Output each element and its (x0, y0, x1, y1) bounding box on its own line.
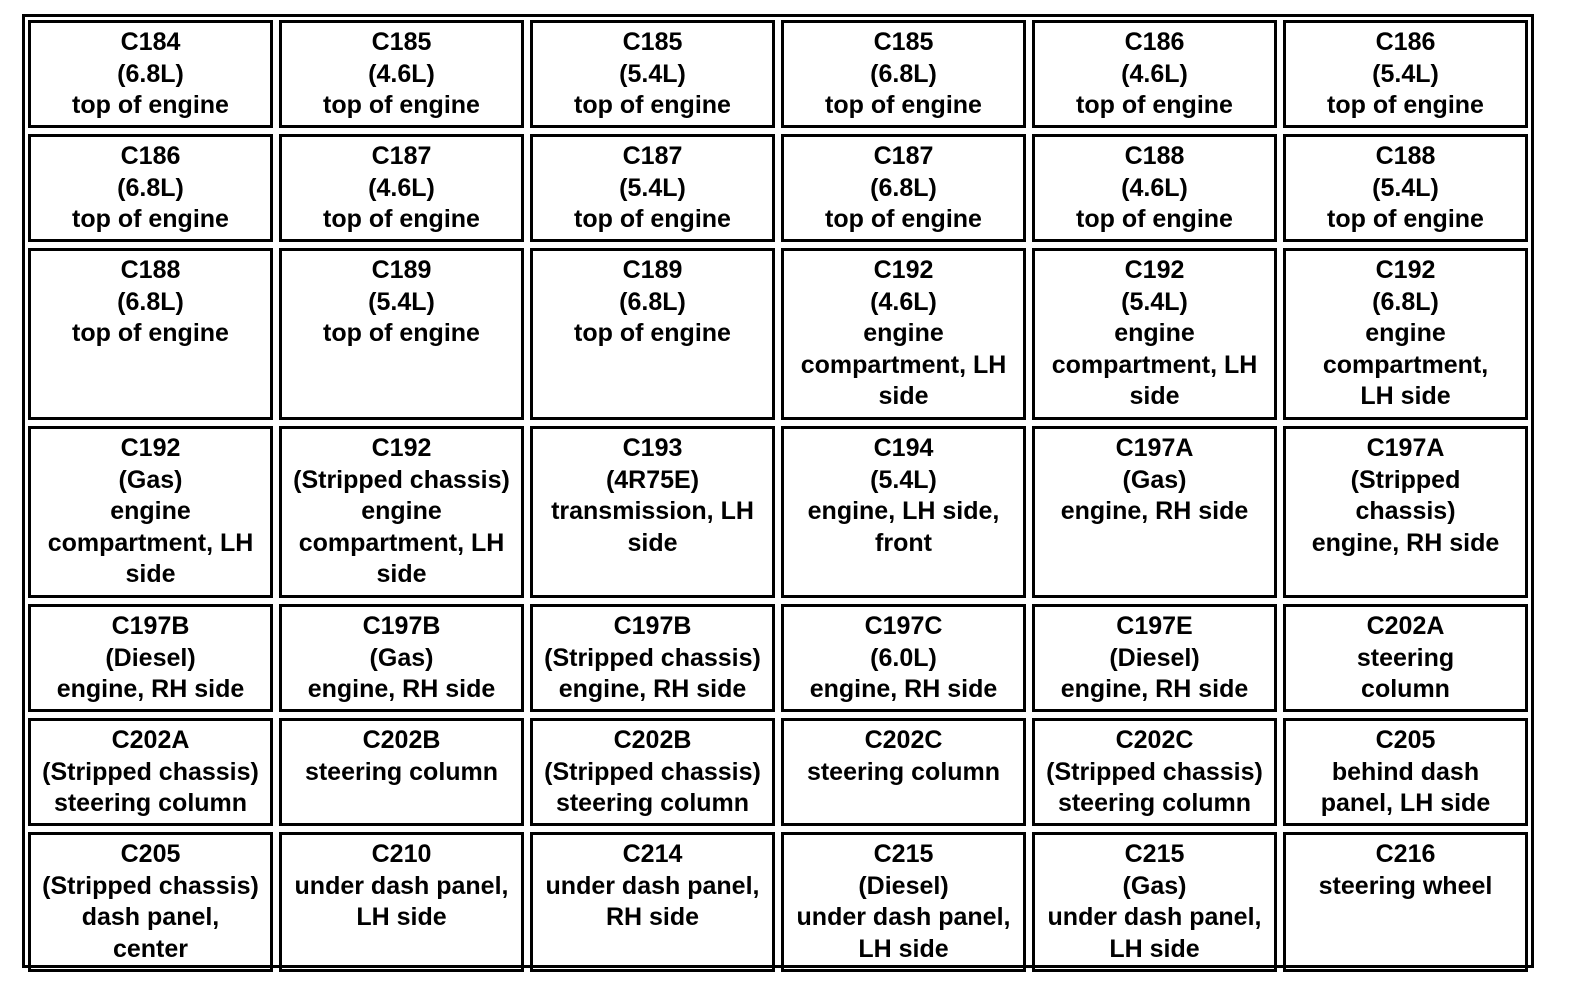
connector-location-text: engine (110, 497, 191, 525)
connector-location-text: engine (361, 497, 442, 525)
connector-cell (1032, 20, 1277, 128)
connector-location-text: top of engine (323, 319, 480, 347)
connector-location-text: (Stripped chassis) (1046, 757, 1263, 786)
connector-cell (1032, 248, 1277, 420)
connector-location-text: chassis) (1355, 497, 1456, 525)
connector-location-text: top of engine (574, 205, 731, 233)
connector-location-text: (6.8L) (117, 287, 184, 316)
connector-id: C210 (371, 840, 432, 868)
connector-id: C202A (111, 726, 190, 754)
connector-location-text: engine, RH side (307, 675, 496, 703)
connector-cell (530, 248, 775, 420)
connector-location-text: top of engine (825, 91, 982, 119)
connector-location-text: steering column (806, 757, 1001, 786)
connector-id: C202C (1115, 726, 1194, 754)
connector-cell (28, 604, 273, 712)
connector-location-text: (4.6L) (870, 287, 937, 316)
connector-location-text: top of engine (72, 205, 229, 233)
connector-location-text: (Gas) (369, 643, 434, 672)
connector-id: C197A (1366, 434, 1445, 462)
connector-location-text: RH side (605, 903, 700, 931)
connector-id: C185 (371, 28, 432, 56)
connector-cell (1283, 20, 1528, 128)
connector-location-text: (4.6L) (368, 173, 435, 202)
connector-cell (781, 426, 1026, 598)
connector-location-text: steering wheel (1318, 871, 1493, 900)
connector-grid (28, 20, 1528, 962)
connector-cell (781, 20, 1026, 128)
connector-id: C193 (622, 434, 683, 462)
connector-id: C192 (1375, 256, 1436, 284)
connector-location-text: compartment, LH (800, 350, 1007, 379)
connector-location-text: top of engine (72, 319, 229, 347)
connector-id: C188 (1124, 142, 1185, 170)
connector-cell (279, 604, 524, 712)
connector-location-text: (5.4L) (619, 59, 686, 88)
connector-cell (279, 248, 524, 420)
connector-location-text: (Diesel) (858, 871, 949, 900)
connector-id: C202C (864, 726, 943, 754)
connector-cell (781, 134, 1026, 242)
connector-id: C197C (864, 612, 943, 640)
connector-location-text: (Stripped chassis) (544, 757, 761, 786)
connector-location-text: steering column (1057, 789, 1252, 817)
connector-location-text: side (376, 560, 427, 588)
connector-cell (781, 832, 1026, 972)
connector-cell (1032, 832, 1277, 972)
connector-location-text: (Stripped chassis) (293, 465, 510, 494)
connector-location-text: top of engine (574, 319, 731, 347)
connector-location-text: side (627, 528, 678, 557)
connector-cell (279, 20, 524, 128)
connector-location-text: (Gas) (1122, 465, 1187, 494)
connector-id: C192 (873, 256, 934, 284)
connector-id: C192 (120, 434, 181, 462)
connector-location-text: (Stripped chassis) (544, 643, 761, 672)
connector-location-text: compartment, LH (1051, 350, 1258, 379)
connector-cell (1032, 426, 1277, 598)
connector-cell (1283, 426, 1528, 598)
connector-location-table (22, 14, 1534, 968)
connector-location-text: engine, RH side (56, 675, 245, 703)
connector-cell (279, 426, 524, 598)
connector-location-text: engine, RH side (558, 675, 747, 703)
connector-cell (28, 248, 273, 420)
connector-cell (28, 20, 273, 128)
connector-id: C197A (1115, 434, 1194, 462)
connector-location-text: top of engine (72, 91, 229, 119)
connector-id: C189 (371, 256, 432, 284)
connector-id: C187 (622, 142, 683, 170)
connector-id: C197E (1116, 612, 1193, 640)
connector-cell (28, 134, 273, 242)
connector-id: C187 (371, 142, 432, 170)
connector-id: C197B (613, 612, 692, 640)
connector-location-text: under dash panel, (1047, 903, 1262, 931)
connector-location-text: (4.6L) (1121, 59, 1188, 88)
connector-id: C216 (1375, 840, 1436, 868)
connector-location-text: compartment, (1322, 350, 1489, 379)
connector-location-text: (6.8L) (1372, 287, 1439, 316)
connector-id: C186 (1124, 28, 1185, 56)
connector-location-text: under dash panel, (796, 903, 1011, 931)
connector-id: C188 (120, 256, 181, 284)
connector-location-text: (Diesel) (1109, 643, 1200, 672)
connector-cell (1283, 604, 1528, 712)
connector-location-text: under dash panel, (545, 871, 760, 900)
connector-cell (781, 248, 1026, 420)
connector-cell (530, 832, 775, 972)
connector-location-text: engine, RH side (809, 675, 998, 703)
connector-location-text: transmission, LH (551, 497, 754, 525)
connector-location-text: compartment, LH (47, 528, 254, 557)
connector-cell (279, 134, 524, 242)
connector-id: C215 (1124, 840, 1185, 868)
connector-id: C192 (371, 434, 432, 462)
connector-location-text: column (1361, 675, 1450, 703)
connector-location-text: (5.4L) (1121, 287, 1188, 316)
connector-cell (530, 20, 775, 128)
connector-location-text: steering (1356, 643, 1455, 672)
connector-location-text: side (878, 382, 929, 410)
connector-location-text: (4.6L) (368, 59, 435, 88)
connector-location-text: (Gas) (118, 465, 183, 494)
connector-location-text: dash panel, (81, 903, 220, 931)
connector-location-text: under dash panel, (294, 871, 509, 900)
connector-cell (1032, 718, 1277, 826)
connector-cell (1283, 718, 1528, 826)
connector-id: C186 (120, 142, 181, 170)
connector-id: C202A (1366, 612, 1445, 640)
connector-cell (28, 718, 273, 826)
connector-cell (1032, 134, 1277, 242)
connector-location-text: behind dash (1331, 757, 1480, 786)
connector-location-text: compartment, LH (298, 528, 505, 557)
connector-cell (28, 832, 273, 972)
connector-location-text: (6.8L) (117, 173, 184, 202)
connector-location-text: (5.4L) (619, 173, 686, 202)
connector-location-text: (6.8L) (117, 59, 184, 88)
connector-cell (781, 718, 1026, 826)
connector-cell (279, 718, 524, 826)
connector-location-text: (5.4L) (1372, 173, 1439, 202)
connector-cell (1032, 604, 1277, 712)
connector-id: C188 (1375, 142, 1436, 170)
connector-cell (530, 426, 775, 598)
connector-location-text: top of engine (1327, 91, 1484, 119)
connector-location-text: top of engine (1327, 205, 1484, 233)
connector-location-text: steering column (555, 789, 750, 817)
connector-location-text: engine (863, 319, 944, 347)
connector-id: C215 (873, 840, 934, 868)
connector-cell (530, 134, 775, 242)
connector-location-text: (5.4L) (870, 465, 937, 494)
connector-location-text: (6.0L) (870, 643, 937, 672)
connector-location-text: (Stripped (1350, 465, 1461, 494)
connector-id: C185 (622, 28, 683, 56)
connector-id: C187 (873, 142, 934, 170)
connector-id: C202B (613, 726, 692, 754)
connector-location-text: (4R75E) (605, 465, 700, 494)
connector-id: C184 (120, 28, 181, 56)
connector-location-text: (5.4L) (368, 287, 435, 316)
connector-id: C189 (622, 256, 683, 284)
connector-id: C192 (1124, 256, 1185, 284)
connector-location-text: engine, RH side (1311, 528, 1500, 557)
connector-location-text: (Stripped chassis) (42, 871, 259, 900)
connector-cell (781, 604, 1026, 712)
connector-location-text: (4.6L) (1121, 173, 1188, 202)
connector-location-text: top of engine (323, 205, 480, 233)
connector-location-text: (Stripped chassis) (42, 757, 259, 786)
connector-location-text: top of engine (1076, 205, 1233, 233)
connector-location-text: engine (1114, 319, 1195, 347)
connector-location-text: (Diesel) (105, 643, 196, 672)
connector-location-text: side (125, 560, 176, 588)
connector-location-text: top of engine (574, 91, 731, 119)
connector-cell (1283, 134, 1528, 242)
connector-location-text: (6.8L) (870, 173, 937, 202)
connector-location-text: side (1129, 382, 1180, 410)
connector-id: C186 (1375, 28, 1436, 56)
connector-location-text: LH side (1360, 382, 1451, 410)
connector-id: C214 (622, 840, 683, 868)
connector-location-text: (6.8L) (619, 287, 686, 316)
connector-id: C197B (111, 612, 190, 640)
connector-id: C205 (120, 840, 181, 868)
connector-cell (530, 604, 775, 712)
connector-location-text: LH side (858, 934, 949, 963)
connector-id: C202B (362, 726, 441, 754)
connector-location-text: (Gas) (1122, 871, 1187, 900)
connector-location-text: front (875, 528, 932, 557)
connector-location-text: LH side (1109, 934, 1200, 963)
connector-location-text: engine (1365, 319, 1446, 347)
connector-location-text: panel, LH side (1320, 789, 1491, 817)
connector-location-text: engine, RH side (1060, 675, 1249, 703)
connector-location-text: steering column (53, 789, 248, 817)
connector-location-text: LH side (356, 903, 447, 931)
connector-cell (530, 718, 775, 826)
connector-location-text: top of engine (1076, 91, 1233, 119)
connector-id: C197B (362, 612, 441, 640)
connector-location-text: top of engine (323, 91, 480, 119)
connector-location-text: engine, LH side, (807, 497, 1000, 525)
connector-cell (28, 426, 273, 598)
connector-location-text: (5.4L) (1372, 59, 1439, 88)
connector-cell (279, 832, 524, 972)
connector-cell (1283, 248, 1528, 420)
connector-location-text: steering column (304, 757, 499, 786)
connector-location-text: engine, RH side (1060, 497, 1249, 525)
connector-cell (1283, 832, 1528, 972)
connector-location-text: (6.8L) (870, 59, 937, 88)
connector-id: C194 (873, 434, 934, 462)
connector-location-text: center (112, 934, 189, 963)
connector-id: C185 (873, 28, 934, 56)
connector-id: C205 (1375, 726, 1436, 754)
connector-location-text: top of engine (825, 205, 982, 233)
